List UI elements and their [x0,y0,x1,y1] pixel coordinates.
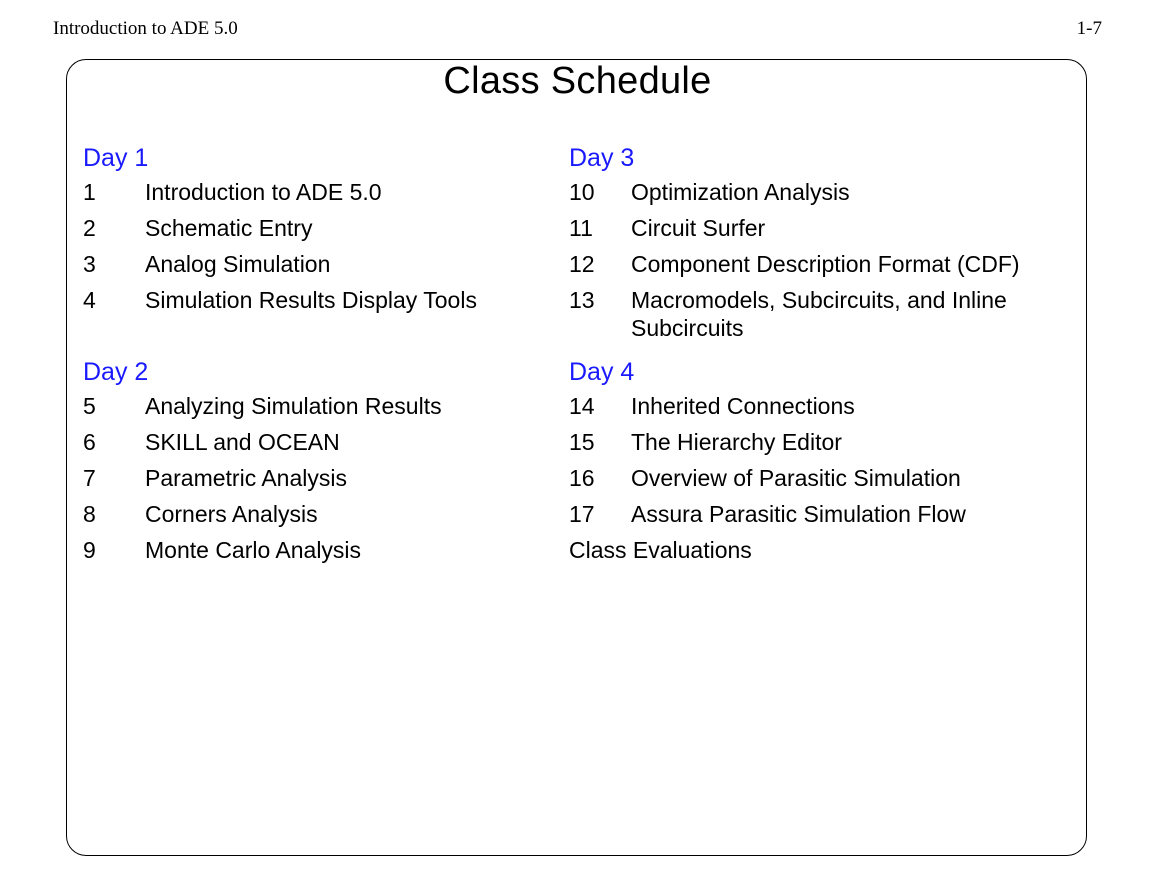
module-item [83,536,553,564]
module-item [569,428,1069,456]
day-3-block [569,142,1069,342]
module-title: Parametric Analysis [145,465,347,491]
module-title: Assura Parasitic Simulation Flow [631,501,966,527]
module-item [83,214,553,242]
module-item [83,464,553,492]
module-title: Analyzing Simulation Results [145,393,442,419]
module-item [569,178,1069,206]
module-title: Optimization Analysis [631,179,850,205]
module-number: 4 [83,287,96,313]
module-title: Corners Analysis [145,501,318,527]
class-evaluations: Class Evaluations [569,537,752,563]
module-item [83,250,553,278]
module-title: Schematic Entry [145,215,313,241]
module-title: Overview of Parasitic Simulation [631,465,961,491]
module-number: 15 [569,429,595,455]
module-number: 9 [83,537,96,563]
module-item [569,250,1069,278]
day-4-block [569,356,1069,564]
page-number: 1-7 [1076,18,1102,39]
module-number: 5 [83,393,96,419]
module-item [569,500,1069,528]
module-number: 11 [569,215,593,241]
module-number: 17 [569,501,595,527]
module-title: SKILL and OCEAN [145,429,340,455]
module-number: 2 [83,215,96,241]
module-item [83,392,553,420]
module-title: Analog Simulation [145,251,331,277]
day-1-heading: Day 1 [83,144,149,172]
module-title: Component Description Format (CDF) [631,251,1020,277]
schedule-column-right [569,142,1069,564]
day-2-block [83,356,553,564]
module-number: 14 [569,393,595,419]
module-item [83,178,553,206]
module-item [569,464,1069,492]
module-item [83,286,553,314]
module-item [569,286,1069,342]
module-number: 13 [569,287,595,313]
day-1-block [83,142,553,314]
module-number: 7 [83,465,96,491]
module-number: 12 [569,251,595,277]
slide-title: Class Schedule [443,60,712,102]
day-2-heading: Day 2 [83,358,149,386]
module-item [569,214,1069,242]
module-item [83,500,553,528]
module-number: 10 [569,179,595,205]
module-title: The Hierarchy Editor [631,429,842,455]
schedule-column-left [83,142,553,572]
module-number: 1 [83,179,96,205]
module-title: Introduction to ADE 5.0 [145,179,382,205]
module-item [569,392,1069,420]
running-header-title: Introduction to ADE 5.0 [53,18,238,39]
day-3-heading: Day 3 [569,144,635,172]
module-title: Macromodels, Subcircuits, and Inline Subcircuits [631,287,1007,341]
module-title: Monte Carlo Analysis [145,537,362,563]
module-title: Inherited Connections [631,393,855,419]
module-number: 6 [83,429,96,455]
module-number: 3 [83,251,96,277]
module-number: 8 [83,501,96,527]
module-item [83,428,553,456]
module-title: Circuit Surfer [631,215,766,241]
module-number: 16 [569,465,595,491]
day-4-heading: Day 4 [569,358,635,386]
module-title: Simulation Results Display Tools [145,287,477,313]
